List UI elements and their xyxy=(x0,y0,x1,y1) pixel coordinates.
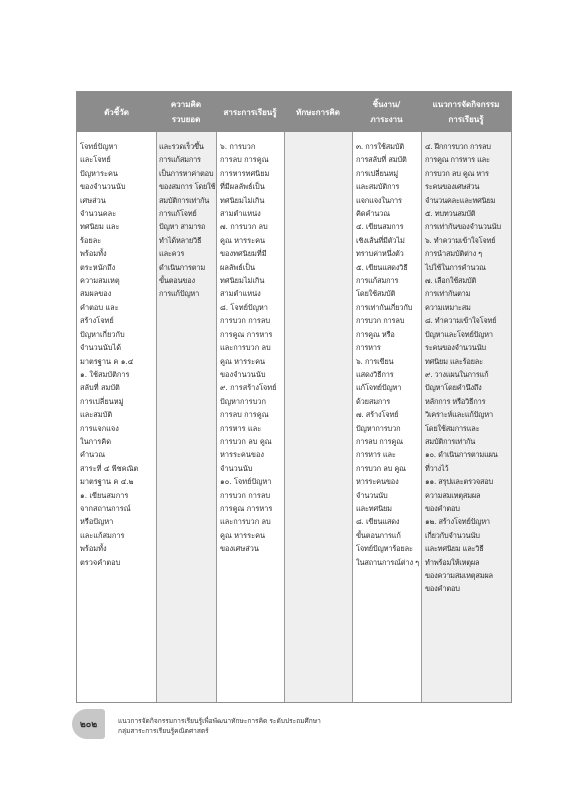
column-thinking-skills xyxy=(284,132,352,702)
cell-line: ปัญหาการบวก xyxy=(356,423,401,433)
cell-line: ขั้นตอนของ xyxy=(159,276,195,286)
cell-line: ๓. การใช้สมบัติ xyxy=(356,142,405,151)
cell-line: และสมบัติการ xyxy=(356,182,400,192)
cell-line: ผลลัพธ์เป็น xyxy=(220,262,256,272)
cell-line: และทศนิยม xyxy=(356,503,392,513)
cell-line: ปัญหาและโจทย์ปัญหา xyxy=(425,329,493,339)
cell-line: การเท่ากันของจำนวนนับ xyxy=(425,222,501,232)
cell-line: ๘. โจทย์ปัญหา xyxy=(220,302,268,312)
cell-line: สมบัติการเท่ากัน xyxy=(425,436,476,446)
cell-line: ที่มีผลลัพธ์เป็น xyxy=(220,182,265,192)
cell-line: การลบ การคูณ xyxy=(356,436,403,446)
cell-line: เชิงเส้นที่มีตัวไม่ xyxy=(356,235,405,245)
tasks-text xyxy=(356,140,419,569)
cell-line: ๙. การสร้างโจทย์ xyxy=(220,383,277,393)
cell-line: ๙. วางแผนในการแก้ xyxy=(425,369,489,379)
cell-line: ในการคิด xyxy=(80,436,111,446)
cell-line: ๔. เขียนสมการ xyxy=(356,222,404,232)
cell-line: จำนวนคละและทศนิยม xyxy=(425,195,496,205)
cell-line: ทศนิยม และร้อยละ xyxy=(425,356,483,366)
cell-line: ของสมการ โดยใช้ xyxy=(159,182,216,192)
cell-line: และการบวก ลบ xyxy=(220,343,271,353)
cell-line: หลักการ หรือวิธีการ xyxy=(425,396,486,406)
header-concept: ความคิด รวบยอด xyxy=(170,100,202,124)
cell-line: ๑๒. สร้างโจทย์ปัญหา xyxy=(425,517,490,527)
indicators-text xyxy=(80,140,138,569)
cell-line: ทศนิยมไม่เกิน xyxy=(220,195,265,205)
cell-line: ตระหนักถึง xyxy=(80,262,116,272)
cell-line: และแก้สมการ xyxy=(80,530,125,540)
cell-line: หารระคนของ xyxy=(356,477,399,487)
cell-line: สาระที่ ๔ พีชคณิต xyxy=(80,463,139,473)
header-tasks: ชิ้นงาน/ ภาระงาน xyxy=(370,100,403,124)
cell-line: มาตรฐาน ค ๔.๒ xyxy=(80,477,134,487)
cell-line: จำนวนนับ xyxy=(356,490,388,500)
cell-line: ทราบค่าหนึ่งตัว xyxy=(356,249,404,259)
cell-line: สมผลของ xyxy=(80,289,112,299)
cell-line: คำตอบ และ xyxy=(80,302,119,312)
cell-line: ของจำนวนนับ xyxy=(220,369,266,379)
cell-line: การหาร xyxy=(356,343,381,353)
cell-line: แจกแจงในการ xyxy=(356,195,402,205)
cell-line: และควร xyxy=(159,249,185,259)
cell-line: คิดคำนวณ xyxy=(356,209,390,219)
cell-line: การคูณ การหาร และ xyxy=(425,155,490,165)
cell-line: ๑๑. สรุปและตรวจสอบ xyxy=(425,477,494,487)
cell-line: พร้อมทั้ง xyxy=(80,249,107,259)
cell-line: การบวก การลบ xyxy=(220,316,271,326)
cell-line: และโจทย์ xyxy=(80,155,111,165)
cell-line: การหาร และ xyxy=(220,423,262,433)
cell-line: คูณ หารระคน xyxy=(220,235,266,245)
cell-line: สลับที่ สมบัติ xyxy=(80,383,120,393)
cell-line: โจทย์ปัญหา xyxy=(80,142,118,151)
cell-line: สมบัติการเท่ากัน xyxy=(159,195,210,205)
cell-line: แสดงวิธีการ xyxy=(356,369,394,379)
cell-line: การคูณ การหาร xyxy=(220,503,273,513)
cell-line: ปัญหาการบวก xyxy=(220,396,266,406)
cell-line: ๘. ทำความเข้าใจโจทย์ xyxy=(425,316,497,326)
cell-line: การหาร และ xyxy=(356,450,396,460)
cell-line: คูณ หารระคน xyxy=(220,530,266,540)
activities-text xyxy=(425,140,501,596)
cell-line: จากสถานการณ์ xyxy=(80,503,131,513)
cell-line: ๖. การบวก xyxy=(220,142,256,151)
cell-line: เศษส่วน xyxy=(80,195,106,205)
cell-line: โดยใช้สมการและ xyxy=(425,423,480,433)
cell-line: จำนวนนับได้ xyxy=(80,343,121,353)
cell-line: การนำสมบัติต่าง ๆ xyxy=(425,249,482,259)
cell-line: การเปลี่ยนหมู่ xyxy=(356,168,398,178)
cell-line: ตรวจคำตอบ xyxy=(80,557,121,567)
cell-line: ๗. สร้างโจทย์ xyxy=(356,410,399,420)
cell-line: คำนวณ xyxy=(80,450,106,460)
cell-line: มาตรฐาน ค ๑.๔ xyxy=(80,356,134,366)
footer-caption xyxy=(118,716,321,736)
table-header-row xyxy=(77,92,511,132)
cell-line: ๑. เขียนสมการ xyxy=(80,490,129,500)
cell-line: แก้โจทย์ปัญหา xyxy=(356,383,402,393)
cell-line: ที่วางไว้ xyxy=(425,463,449,473)
cell-line: การหารทศนิยม xyxy=(220,168,270,178)
cell-line: ระคนของเศษส่วน xyxy=(425,182,480,192)
cell-line: ปัญหาระคน xyxy=(80,168,118,178)
cell-line: ๗. เลือกใช้สมบัติ xyxy=(425,276,477,286)
cell-line: ๖. การเขียน xyxy=(356,356,394,366)
cell-line: ของเศษส่วน xyxy=(220,544,259,554)
cell-line: การแก้สมการ xyxy=(159,155,201,165)
cell-line: ของความสมเหตุสมผล xyxy=(425,571,493,580)
cell-line: ๘. เขียนแสดง xyxy=(356,517,400,527)
cell-line: โดยใช้สมบัติ xyxy=(356,289,396,299)
cell-line: ร้อยละ xyxy=(80,235,102,245)
cell-line: ๑๐. ดำเนินการตามแผน xyxy=(425,450,498,460)
cell-line: สามตำแหน่ง xyxy=(220,209,261,219)
cell-line: ทำได้หลายวิธี xyxy=(159,235,202,245)
cell-line: ๑๐. โจทย์ปัญหา xyxy=(220,477,272,487)
cell-line: ทศนิยม และ xyxy=(80,222,120,232)
cell-line: การลบ การคูณ xyxy=(220,410,269,420)
cell-line: และการบวก ลบ xyxy=(220,517,271,527)
cell-line: ปัญหาเกี่ยวกับ xyxy=(80,329,125,339)
cell-line: จำนวนคละ xyxy=(80,209,117,219)
cell-line: ทำพร้อมให้เหตุผล xyxy=(425,557,480,567)
cell-line: การเท่ากันเกี่ยวกับ xyxy=(356,302,413,312)
footer-line-2: กลุ่มสาระการเรียนรู้คณิตศาสตร์ xyxy=(118,727,209,735)
concept-text xyxy=(159,140,215,301)
cell-line: ของคำตอบ xyxy=(425,503,460,513)
cell-line: สามตำแหน่ง xyxy=(220,289,261,299)
cell-line: ปัญหาโดยคำนึงถึง xyxy=(425,383,482,393)
cell-line: ปัญหา สามารถ xyxy=(159,222,206,232)
cell-line: ไปใช้ในการคำนวณ xyxy=(425,262,486,272)
cell-line: พร้อมทั้ง xyxy=(80,544,107,554)
cell-line: ด้วยสมการ xyxy=(356,396,391,406)
cell-line: คูณ หารระคน xyxy=(220,356,266,366)
header-activities: แนวการจัดกิจกรรม การเรียนรู้ xyxy=(432,100,500,124)
cell-line: ของจำนวนนับ xyxy=(80,182,126,192)
cell-line: การแจกแจง xyxy=(80,423,119,433)
page-number: ๒๐๒ xyxy=(72,709,105,739)
curriculum-table xyxy=(76,91,512,703)
cell-line: ทศนิยมไม่เกิน xyxy=(220,276,265,286)
cell-line: การแก้โจทย์ xyxy=(159,209,197,219)
cell-line: การบวก การลบ xyxy=(220,490,271,500)
cell-line: การบวก การลบ xyxy=(356,316,405,326)
cell-line: การคูณ หรือ xyxy=(356,329,395,339)
cell-line: การบวก ลบ คูณ xyxy=(220,436,272,446)
cell-line: หารระคนของ xyxy=(220,450,265,460)
cell-line: ระคนของจำนวนนับ xyxy=(425,343,486,353)
cell-line: ความเหมาะสม xyxy=(425,302,471,312)
cell-line: ๗. การบวก ลบ xyxy=(220,222,268,232)
content-text xyxy=(220,140,276,556)
cell-line: ๕. เขียนแสดงวิธี xyxy=(356,262,408,272)
cell-line: การแก้สมการ xyxy=(356,276,399,286)
cell-line: ความสมเหตุ xyxy=(80,276,120,286)
cell-line: การสลับที่ สมบัติ xyxy=(356,155,407,165)
cell-line: สร้างโจทย์ xyxy=(80,316,114,326)
cell-line: การบวก ลบ คูณ หาร xyxy=(425,168,489,178)
cell-line: โจทย์ปัญหาร้อยละ xyxy=(356,544,413,554)
footer-line-1: แนวการจัดกิจกรรมการเรียนรู้เพื่อพัฒนาทักษะการคิด ระดับประถมศึกษา xyxy=(118,717,321,725)
cell-line: ของคำตอบ xyxy=(425,584,460,594)
cell-line: วิเคราะห์และแก้ปัญหา xyxy=(425,410,493,420)
cell-line: ๑. ใช้สมบัติการ xyxy=(80,369,130,379)
header-thinking-skills: ทักษะการคิด xyxy=(296,107,340,117)
cell-line: ๖. ทำความเข้าใจโจทย์ xyxy=(425,235,496,245)
cell-line: ของทศนิยมที่มี xyxy=(220,249,267,259)
cell-line: ๔. ฝึกการบวก การลบ xyxy=(425,142,491,151)
cell-line: ความสมเหตุสมผล xyxy=(425,490,481,500)
cell-line: การบวก ลบ คูณ xyxy=(356,463,406,473)
header-content: สาระการเรียนรู้ xyxy=(223,107,277,117)
cell-line: ดำเนินการตาม xyxy=(159,262,205,272)
cell-line: หรือปัญหา xyxy=(80,517,114,527)
cell-line: การเปลี่ยนหมู่ xyxy=(80,396,124,406)
cell-line: ๕. ทบทวนสมบัติ xyxy=(425,209,476,219)
cell-line: ในสถานการณ์ต่าง ๆ xyxy=(356,557,419,567)
cell-line: การลบ การคูณ xyxy=(220,155,269,165)
cell-line: การคูณ การหาร xyxy=(220,329,273,339)
cell-line: การเท่ากันตาม xyxy=(425,289,471,299)
cell-line: และรวดเร็วขึ้น xyxy=(159,142,204,151)
cell-line: เป็นการหาค่าตอบ xyxy=(159,168,214,178)
cell-line: จำนวนนับ xyxy=(220,463,253,473)
header-indicators: ตัวชี้วัด xyxy=(104,107,129,117)
cell-line: และทศนิยม และวิธี xyxy=(425,544,484,554)
cell-line: เกี่ยวกับจำนวนนับ xyxy=(425,530,480,540)
cell-line: การแก้ปัญหา xyxy=(159,289,200,299)
cell-line: ขั้นตอนการแก้ xyxy=(356,530,401,540)
cell-line: และสมบัติ xyxy=(80,410,113,420)
